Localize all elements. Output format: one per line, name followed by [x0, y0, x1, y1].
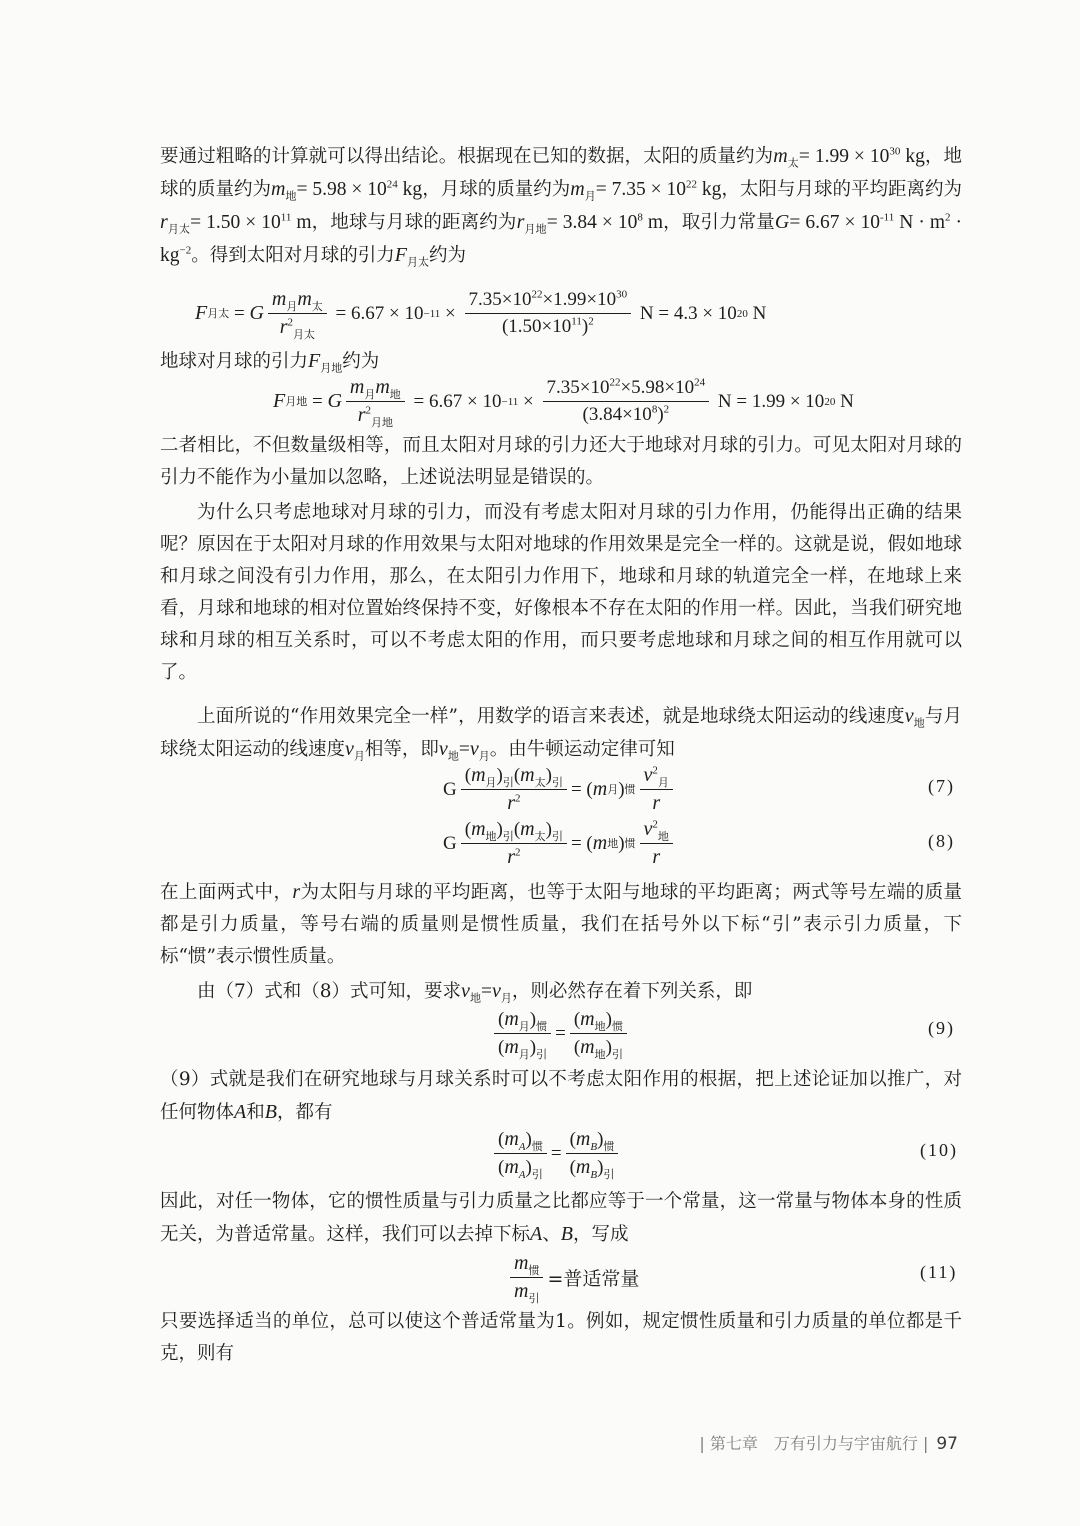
equation-number-8: (8)	[928, 831, 955, 851]
paragraph-earth-force-intro: 地球对月球的引力$F_{月地}$约为	[160, 350, 380, 375]
page-number: 97	[936, 1434, 958, 1454]
equation-earth-moon-force: F 月地 = G $\frac{m_月m_地}{r^2_{月地}}$ = 6.67 × 10 −11 × $\frac{7.35\times 10^{22}\times 5.98\times 10^{24}}{(3.84\times 10^8)^2}$ N = 1.99 × 10 20 N	[273, 376, 854, 429]
equation-number-10: (10)	[920, 1140, 958, 1160]
paragraph-velocity: 上面所说的“作用效果完全一样”，用数学的语言来表述，就是地球绕太阳运动的线速度$v_地$与月球绕太阳运动的线速度$v_月$相等，即$v_地=v_月$。由牛顿运动定律可知	[160, 705, 963, 763]
paragraph-generalize: （9）式就是我们在研究地球与月球关系时可以不考虑太阳作用的根据，把上述论证加以推广，对任何物体A和B，都有	[160, 1069, 962, 1123]
equation-number-7: (7)	[928, 776, 955, 796]
equation-7: G $\frac{(m_月)_引(m_太)_引}{r^2}$ = ( m 月 ) 惯 $\frac{v^2_月}{r}$	[443, 764, 677, 815]
equation-number-9: (9)	[928, 1018, 955, 1038]
paragraph-comparison: 二者相比，不但数量级相等，而且太阳对月球的引力还大于地球对月球的引力。可见太阳对月球的引力不能作为小量加以忽略，上述说法明显是错误的。	[160, 435, 962, 488]
paragraph-universal-constant: 因此，对任一物体，它的惯性质量与引力质量之比都应等于一个常量，这一常量与物体本身的性质无关，为普适常量。这样，我们可以去掉下标A、B，写成	[160, 1191, 962, 1245]
paragraph-unit-choice: 只要选择适当的单位，总可以使这个普适常量为1。例如，规定惯性质量和引力质量的单位都是千克，则有	[160, 1311, 962, 1364]
page-footer: | 第七章 万有引力与宇宙航行 | 97	[699, 1434, 958, 1454]
equation-11: $\frac{m_惯}{m_引}$ =普适常量	[506, 1252, 639, 1303]
paragraph-from-7-8: 由（7）式和（8）式可知，要求$v_地=v_月$，则必然存在着下列关系，即	[197, 980, 753, 1005]
equation-8: G $\frac{(m_地)_引(m_太)_引}{r^2}$ = ( m 地 ) 惯 $\frac{v^2_地}{r}$	[443, 818, 677, 869]
equation-10: $\frac{(m_A)_惯}{(m_A)_引}$ = $\frac{(m_B)_惯}{(m_B)_引}$	[490, 1128, 622, 1179]
equation-sun-moon-force: F 月太 = G $\frac{m_月m_太}{r^2_{月太}}$ = 6.67 × 10 −11 × $\frac{7.35\times 10^{22}\times 1.99\times 10^{30}}{(1.50\times 10^{11})^2}$ N = 4.3 × 10 20 N	[195, 288, 767, 341]
paragraph-given-data: 要通过粗略的计算就可以得出结论。根据现在已知的数据，太阳的质量约为$m_太= 1.99 \times 10^{30}$ kg，地球的质量约为$m_地= 5.98 \times 10^{24}$ kg，月球的质量约为$m_月= 7.35 \times 10^{22}$ kg，太阳与月球的平均距离约为$r_{月太}= 1.50 \times 10^{11}$ m，地球与月球的距离约为$r_{月地}= 3.84 \times 10^8$ m，取引力常量$G= 6.67 \times 10^{-11}$ $N \cdot m^2 \cdot kg^{-2}$。得到太阳对月球的引力$F_{月太}$约为	[160, 145, 963, 269]
chapter-title: 第七章 万有引力与宇宙航行	[709, 1434, 918, 1453]
equation-9: $\frac{(m_月)_惯}{(m_月)_引}$ = $\frac{(m_地)_惯}{(m_地)_引}$	[490, 1008, 631, 1059]
paragraph-mass-definitions: 在上面两式中，r为太阳与月球的平均距离，也等于太阳与地球的平均距离；两式等号左端的质量都是引力质量，等号右端的质量则是惯性质量，我们在括号外以下标“引”表示引力质量，下标“惯”表示惯性质量。	[160, 881, 962, 967]
paragraph-why: 为什么只考虑地球对月球的引力，而没有考虑太阳对月球的引力作用，仍能得出正确的结果呢？原因在于太阳对月球的作用效果与太阳对地球的作用效果是完全一样的。这就是说，假如地球和月球之间没有引力作用，那么，在太阳引力作用下，地球和月球的轨道完全一样，在地球上来看，月球和地球的相对位置始终保持不变，好像根本不存在太阳的作用一样。因此，当我们研究地球和月球的相互关系时，可以不考虑太阳的作用，而只要考虑地球和月球之间的相互作用就可以了。	[160, 502, 962, 683]
equation-number-11: (11)	[920, 1262, 958, 1282]
